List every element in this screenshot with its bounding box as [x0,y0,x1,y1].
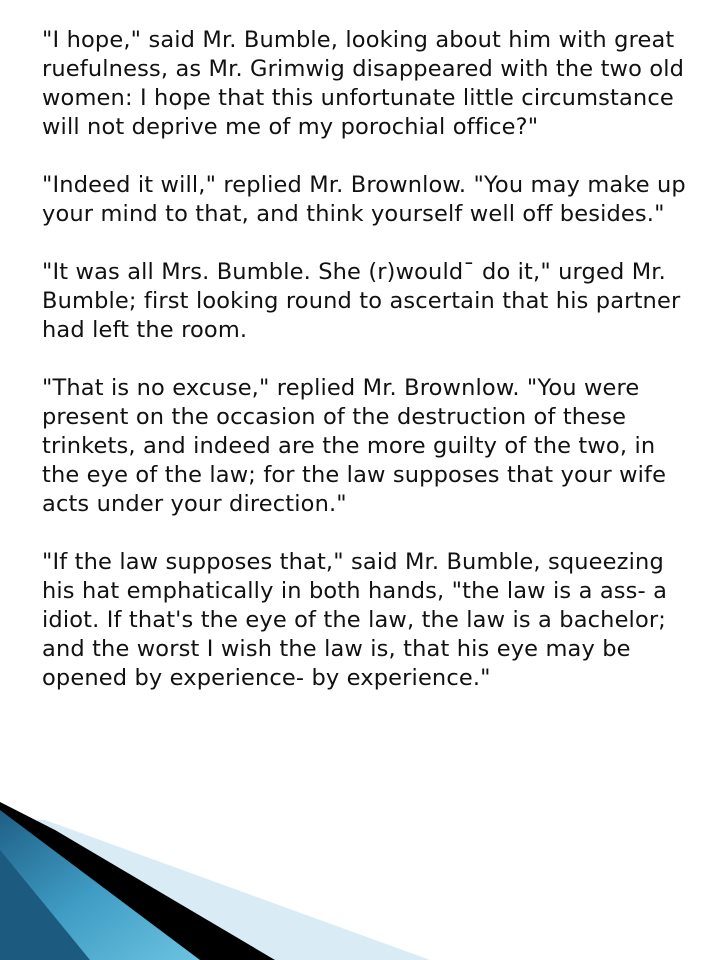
paragraph-1: "I hope," said Mr. Bumble, looking about him with great ruefulness, as Mr. Grimwig disappeared with the two old women: I hope that this unfortunate little circumstance will not deprive me of my porochial office?" [42,27,685,140]
text-body [42,26,692,722]
paragraph-5: "If the law supposes that," said Mr. Bumble, squeezing his hat emphatically in both hands, "the law is a ass- a idiot. If that's the eye of the law, the law is a bachelor; and the worst I wish the law is, that his eye may be opened by experience- by experience." [42,549,668,691]
paragraph-4: "That is no excuse," replied Mr. Brownlow. "You were present on the occasion of the destruction of these trinkets, and indeed are the more guilty of the two, in the eye of the law; for the law supposes that your wife acts under your direction." [42,375,667,517]
corner-swoosh-decoration [0,780,720,960]
paragraph-3: "It was all Mrs. Bumble. She (r)would¯ do it," urged Mr. Bumble; first looking round to ascertain that his partner had left the room. [42,259,681,343]
paragraph-2: "Indeed it will," replied Mr. Brownlow. "You may make up your mind to that, and think yourself well off besides." [42,172,686,227]
